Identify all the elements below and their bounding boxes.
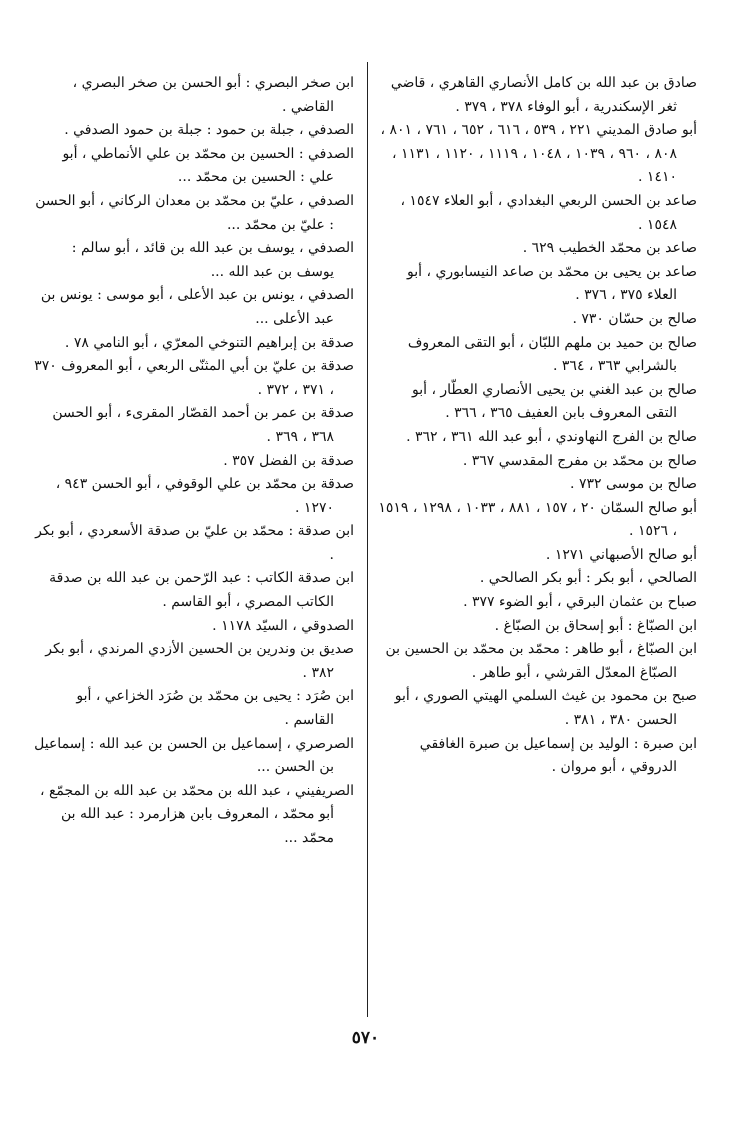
index-entry: صاعد بن محمّد الخطيب ٦٢٩ .: [522, 240, 697, 257]
index-entry: ابن صبرة : الوليد بن إسماعيل بن صبرة الغافقي الدروقي ، أبو مروان .: [419, 735, 697, 776]
index-entry: الصرصري ، إسماعيل بن الحسن بن عبد الله : إسماعيل بن الحسن ...: [34, 735, 354, 776]
column-divider: [367, 62, 368, 1017]
index-entry: الصدفي ، يونس بن عبد الأعلى ، أبو موسى : يونس بن عبد الأعلى ...: [40, 287, 354, 327]
index-entry: صالح بن حميد بن ملهم اللبّان ، أبو التقى المعروف بالشرابي ٣٦٣ ، ٣٦٤ .: [407, 334, 697, 375]
index-entry: الصالحي ، أبو بكر : أبو بكر الصالحي .: [479, 570, 697, 587]
index-entry: أبو صالح الأصبهاني ١٢٧١ .: [545, 546, 697, 563]
index-entry: صدقة بن عمر بن أحمد القصّار المقرىء ، أبو الحسن ٣٦٨ ، ٣٦٩ .: [52, 405, 354, 445]
index-entry: صالح بن موسى ٧٣٢ .: [570, 476, 697, 493]
index-entry: ابن الصبّاغ ، أبو طاهر : محمّد بن محمّد بن الحسين بن الصبّاغ المعدّل القرشي ، أبو طاهر .: [385, 641, 697, 681]
index-entry: صدقة بن عليّ بن أبي المثنّى الربعي ، أبو المعروف ٣٧٠ ، ٣٧١ ، ٣٧٢ .: [34, 358, 354, 398]
index-entry: أبو صالح السمّان ٢٠ ، ١٥٧ ، ٨٨١ ، ١٠٣٣ ، ١٢٩٨ ، ١٥١٩ ، ١٥٢٦ .: [378, 499, 697, 540]
index-entry: صباح بن عثمان البرقي ، أبو الضوء ٣٧٧ .: [463, 594, 697, 611]
index-entry: الصدفي ، يوسف بن عبد الله بن قائد ، أبو سالم : يوسف بن عبد الله ...: [71, 240, 354, 280]
index-entry: صاعد بن الحسن الربعي البغدادي ، أبو العلاء ١٥٤٧ ، ١٥٤٨ .: [400, 192, 697, 233]
index-entry: صالح بن الفرج النهاوندي ، أبو عبد الله ٣٦١ ، ٣٦٢ .: [406, 428, 697, 445]
index-entry: صالح بن عبد الغني بن يحيى الأنصاري العطّار ، أبو التقى المعروف بابن العفيف ٣٦٥ ، ٣٦٦ .: [411, 381, 697, 422]
index-entry: الصدفي : الحسين بن محمّد بن علي الأنماطي ، أبو علي : الحسين بن محمّد ...: [62, 145, 354, 186]
index-entry: صدقة بن إبراهيم التنوخي المعرّي ، أبو النامي ٧٨ .: [64, 334, 354, 351]
index-entry: صادق بن عبد الله بن كامل الأنصاري القاهري ، قاضي ثغر الإسكندرية ، أبو الوفاء ٣٧٨ ، ٣٧٩ .: [390, 75, 697, 115]
index-entry: صالح بن محمّد بن مفرج المقدسي ٣٦٧ .: [462, 452, 697, 469]
index-page: [34, 62, 697, 1062]
index-entry: أبو صادق المديني ٢٢١ ، ٥٣٩ ، ٦١٦ ، ٦٥٢ ، ٧٦١ ، ٨٠١ ، ٨٠٨ ، ٩٦٠ ، ١٠٣٩ ، ١٠٤٨ ، ١١١٩ ، ١١٢٠ ، ١١٣١ ، ١٤١٠ .: [380, 122, 697, 186]
index-entry: صاعد بن يحيى بن محمّد بن صاعد النيسابوري ، أبو العلاء ٣٧٥ ، ٣٧٦ .: [407, 263, 697, 304]
right-column: [377, 72, 697, 780]
index-entry: صديق بن وندرين بن الحسين الأزدي المرندي ، أبو بكر ٣٨٢ .: [45, 641, 354, 681]
index-entry: صبح بن محمود بن غيث السلمي الهيتي الصوري ، أبو الحسن ٣٨٠ ، ٣٨١ .: [394, 688, 697, 729]
index-entry: الصدفي ، عليّ بن محمّد بن معدان الركاني ، أبو الحسن : عليّ بن محمّد ...: [35, 192, 354, 233]
index-entry: صدقة بن محمّد بن علي الوقوفي ، أبو الحسن ٩٤٣ ، ١٢٧٠ .: [55, 476, 354, 516]
left-column: [34, 72, 354, 851]
index-entry: الصدوقي ، السيّد ١١٧٨ .: [212, 617, 354, 634]
index-entry: الصدفي ، جبلة بن حمود : جبلة بن حمود الصدفي .: [64, 122, 354, 139]
index-entry: الصريفيني ، عبد الله بن محمّد بن عبد الله بن المجمّع ، أبو محمّد ، المعروف بابن هزارمرد : عبد الله بن محمّد ...: [39, 782, 354, 846]
index-entry: صالح بن حسّان ٧٣٠ .: [572, 310, 697, 327]
index-entry: ابن صُرَد : يحيى بن محمّد بن صُرَد الخزاعي ، أبو القاسم .: [76, 688, 354, 729]
index-entry: ابن الصبّاغ : أبو إسحاق بن الصبّاغ .: [494, 617, 697, 634]
index-entry: صدقة بن الفضل ٣٥٧ .: [223, 452, 354, 469]
index-entry: ابن صدقة : محمّد بن عليّ بن صدقة الأسعردي ، أبو بكر .: [35, 523, 354, 563]
page-number: ٥٧٠: [351, 1028, 380, 1048]
index-entry: ابن صدقة الكاتب : عبد الرّحمن بن عبد الله بن صدقة الكاتب المصري ، أبو القاسم .: [49, 570, 354, 611]
index-entry: ابن صخر البصري : أبو الحسن بن صخر البصري ، القاضي .: [72, 75, 354, 115]
